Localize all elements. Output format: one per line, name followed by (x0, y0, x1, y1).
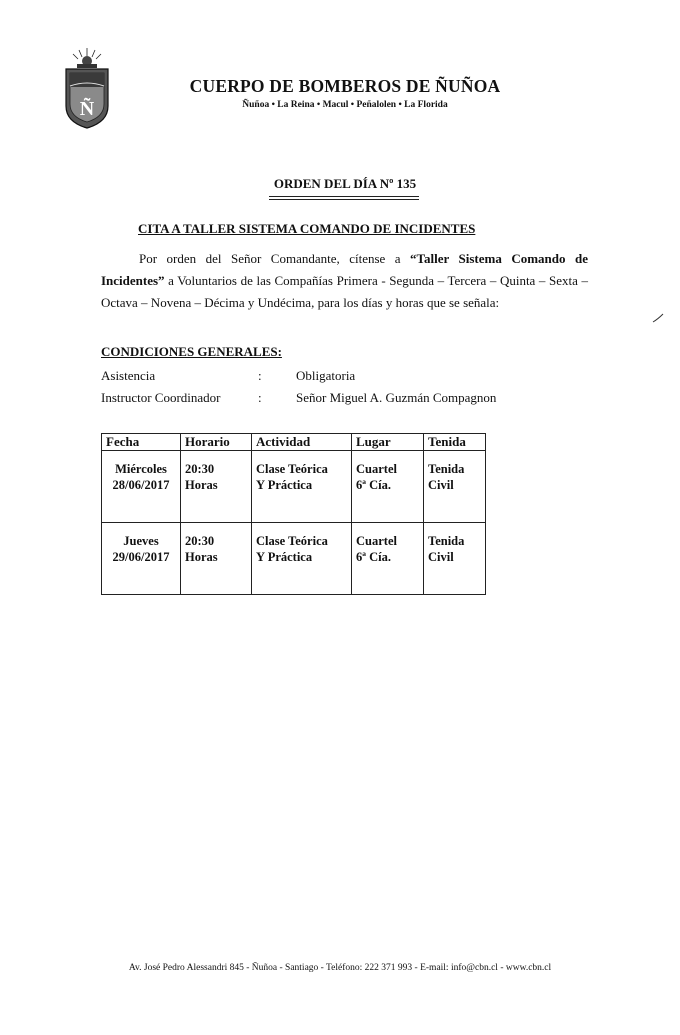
cell-attire-line-1: Tenida (428, 462, 465, 476)
cell-attire-line-2: Civil (428, 478, 454, 492)
schedule-table (101, 433, 486, 595)
cell-place-line-2: 6ª Cía. (356, 550, 391, 564)
cell-time: 20:30 (185, 462, 215, 476)
condition-separator: : (258, 368, 262, 383)
cell-time-unit: Horas (185, 550, 218, 564)
condition-row-attendance (101, 368, 581, 386)
cell-tenida (424, 451, 486, 523)
summons-text-1: Por orden del Señor Comandante, cítense a (139, 251, 411, 266)
footer-address: Av. José Pedro Alessandri 845 - Ñuñoa - Santiago - Teléfono: 222 371 993 - E-mail: info@cbn.cl - www.cbn.cl (128, 963, 552, 973)
condition-separator: : (258, 390, 262, 405)
cell-activity-line-2: Y Práctica (256, 550, 313, 564)
cell-place-line-1: Cuartel (356, 534, 397, 548)
cell-activity-line-1: Clase Teórica (256, 534, 328, 548)
cell-fecha (102, 451, 181, 523)
cell-time-unit: Horas (185, 478, 218, 492)
condition-value: Señor Miguel A. Guzmán Compagnon (296, 390, 497, 405)
conditions-title: CONDICIONES GENERALES: (101, 344, 282, 359)
cell-fecha (102, 523, 181, 595)
condition-value: Obligatoria (296, 368, 356, 383)
condition-key: Asistencia (101, 368, 156, 383)
cell-actividad (252, 451, 352, 523)
cell-place-line-2: 6ª Cía. (356, 478, 391, 492)
cell-horario (181, 523, 252, 595)
table-row (102, 523, 486, 595)
cell-date: 28/06/2017 (112, 478, 170, 492)
column-header-tenida: Tenida (424, 434, 486, 451)
column-header-fecha: Fecha (102, 434, 181, 451)
cell-attire-line-1: Tenida (428, 534, 465, 548)
cell-horario (181, 451, 252, 523)
column-header-actividad: Actividad (252, 434, 352, 451)
order-title: ORDEN DEL DÍA Nº 135 (273, 176, 417, 191)
column-header-horario: Horario (181, 434, 252, 451)
cell-tenida (424, 523, 486, 595)
cell-date: 29/06/2017 (112, 550, 170, 564)
schedule-header-row (102, 434, 486, 451)
cell-day: Miércoles (115, 462, 167, 476)
organization-name: CUERPO DE BOMBEROS DE ÑUÑOA (189, 76, 501, 96)
cell-activity-line-2: Y Práctica (256, 478, 313, 492)
fire-brigade-crest-icon (62, 44, 112, 130)
communes-line: Ñuñoa • La Reina • Macul • Peñalolen • La Florida (242, 100, 448, 110)
cell-lugar (352, 451, 424, 523)
pen-mark-icon (652, 313, 664, 323)
condition-row-instructor (101, 390, 581, 408)
column-header-lugar: Lugar (352, 434, 424, 451)
cell-attire-line-2: Civil (428, 550, 454, 564)
summons-text-2: a Voluntarios de las Compañías Primera - Segunda – Tercera – Quinta – Sexta – Octava – Novena – Décima y Undécima, para los días y horas que se señala: (101, 273, 588, 310)
cell-activity-line-1: Clase Teórica (256, 462, 328, 476)
cita-title: CITA A TALLER SISTEMA COMANDO DE INCIDENTES (138, 221, 476, 236)
cell-actividad (252, 523, 352, 595)
order-title-double-rule (269, 196, 419, 200)
table-row (102, 451, 486, 523)
summons-paragraph (101, 248, 588, 314)
cell-lugar (352, 523, 424, 595)
summons-workshop-name: “Taller Sistema Comando de Incidentes” (101, 251, 588, 288)
condition-key: Instructor Coordinador (101, 390, 221, 405)
cell-time: 20:30 (185, 534, 215, 548)
cell-day: Jueves (123, 534, 159, 548)
crest-letter: Ñ (79, 98, 95, 120)
cell-place-line-1: Cuartel (356, 462, 397, 476)
